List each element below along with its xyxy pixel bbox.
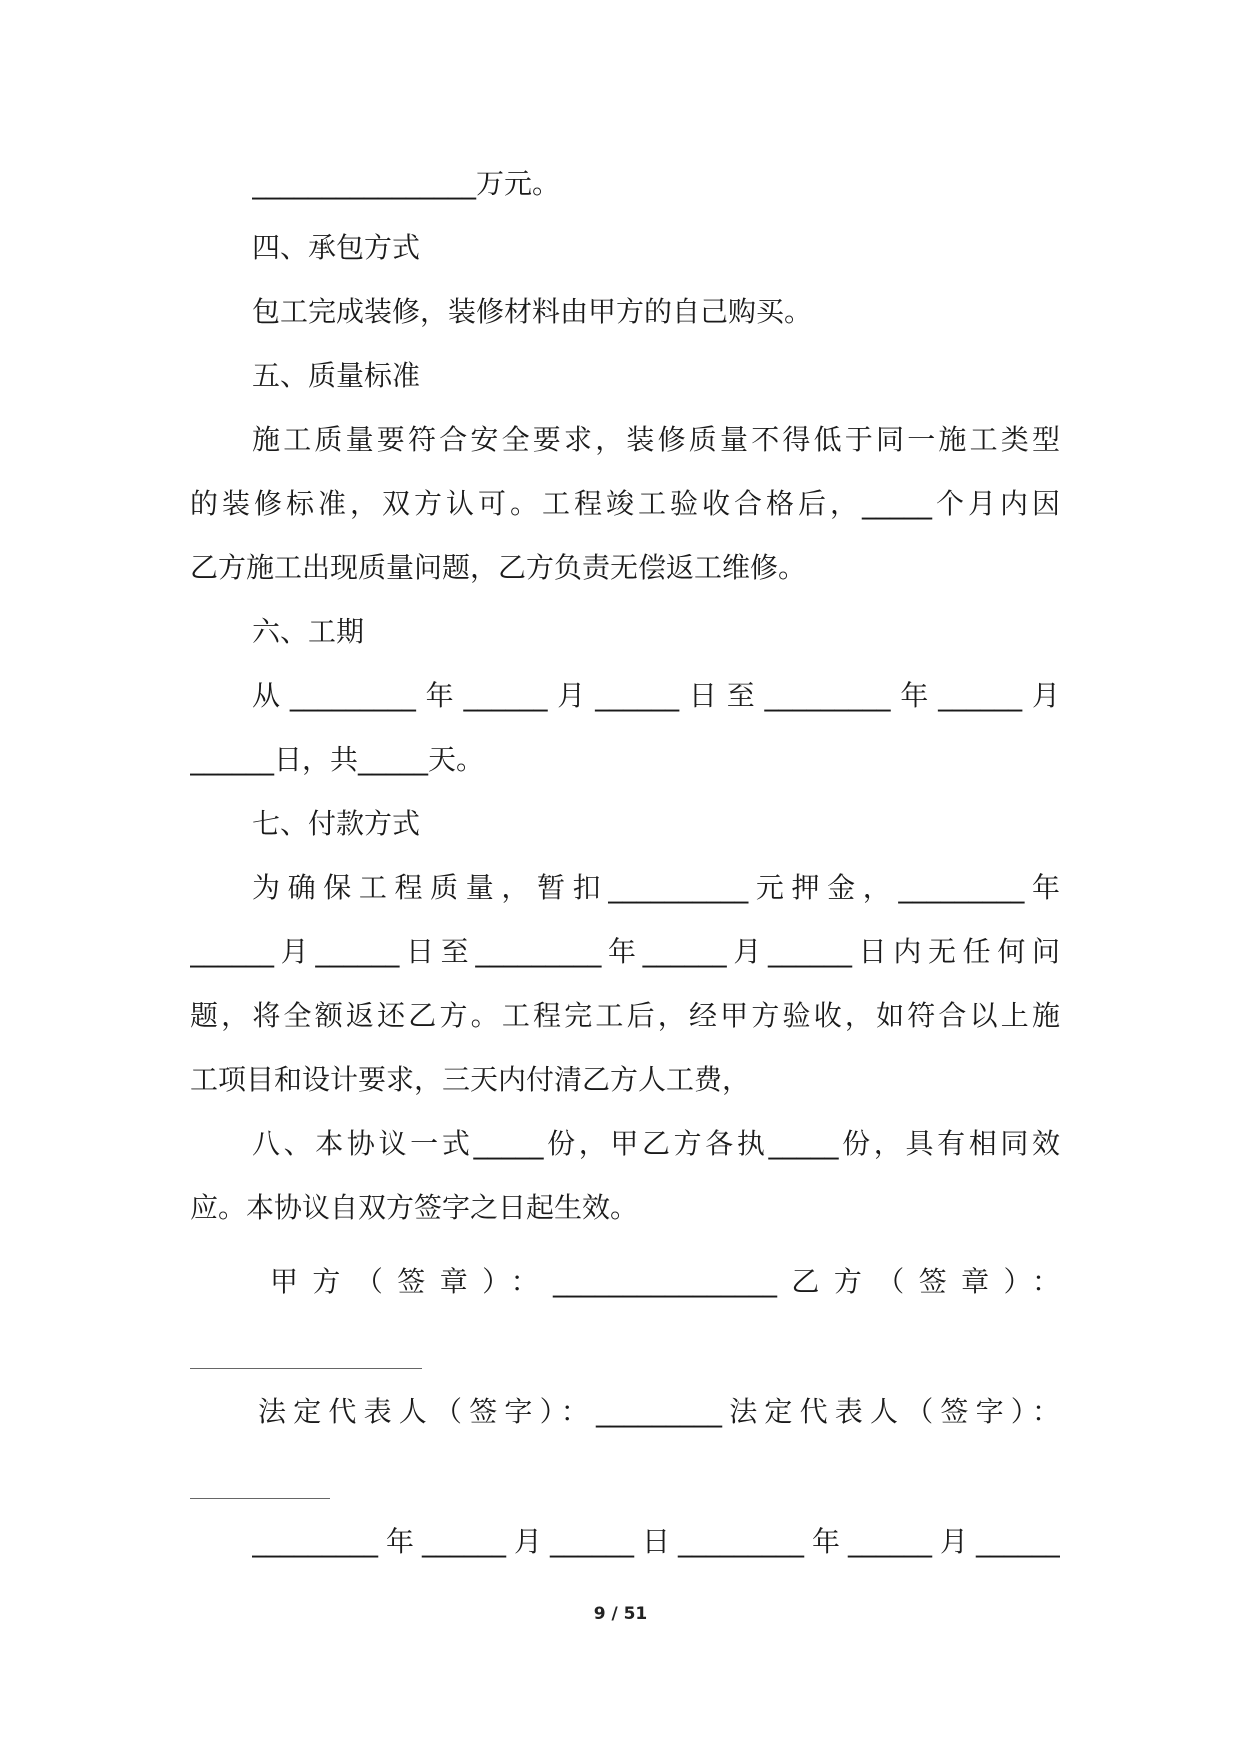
signature-underline	[190, 1368, 422, 1369]
page-number: 9 / 51	[593, 1604, 648, 1624]
section-heading: 六、工期	[252, 615, 365, 648]
text-line: 工项目和设计要求，三天内付清乙方人工费，	[190, 1063, 751, 1096]
text-line: ________________万元。	[252, 167, 561, 200]
signature-underline	[190, 1498, 330, 1499]
signature-line-party: 甲方（签章）：________________乙方（签章）：	[270, 1265, 1060, 1298]
text-line: 施工质量要符合安全要求，装修质量不得低于同一施工类型	[252, 423, 1060, 456]
signature-line-representative: 法定代表人（签字）：_________法定代表人（签字）：	[258, 1395, 1060, 1428]
text-line: 乙方施工出现质量问题，乙方负责无偿返工维修。	[190, 551, 807, 584]
section-heading: 四、承包方式	[252, 231, 421, 264]
text-line: 从_________年______月______日至_________年______月	[252, 679, 1060, 712]
text-line: 的装修标准，双方认可。工程竣工验收合格后，_____个月内因	[190, 487, 1060, 520]
text-line: 为确保工程质量，暂扣__________元押金，_________年	[252, 871, 1060, 904]
text-line: ______月______日至_________年______月______日内无任何问	[190, 935, 1060, 968]
text-line: 八、本协议一式_____份，甲乙方各执_____份，具有相同效	[252, 1127, 1060, 1160]
date-line: _________年______月______日_________年______月______	[252, 1525, 1060, 1558]
text-line: ______日，共_____天。	[190, 743, 485, 776]
section-heading: 七、付款方式	[252, 807, 421, 840]
section-heading: 五、质量标准	[252, 359, 421, 392]
text-line: 应。本协议自双方签字之日起生效。	[190, 1191, 639, 1224]
text-line: 包工完成装修，装修材料由甲方的自己购买。	[252, 295, 813, 328]
text-line: 题，将全额返还乙方。工程完工后，经甲方验收，如符合以上施	[190, 999, 1060, 1032]
